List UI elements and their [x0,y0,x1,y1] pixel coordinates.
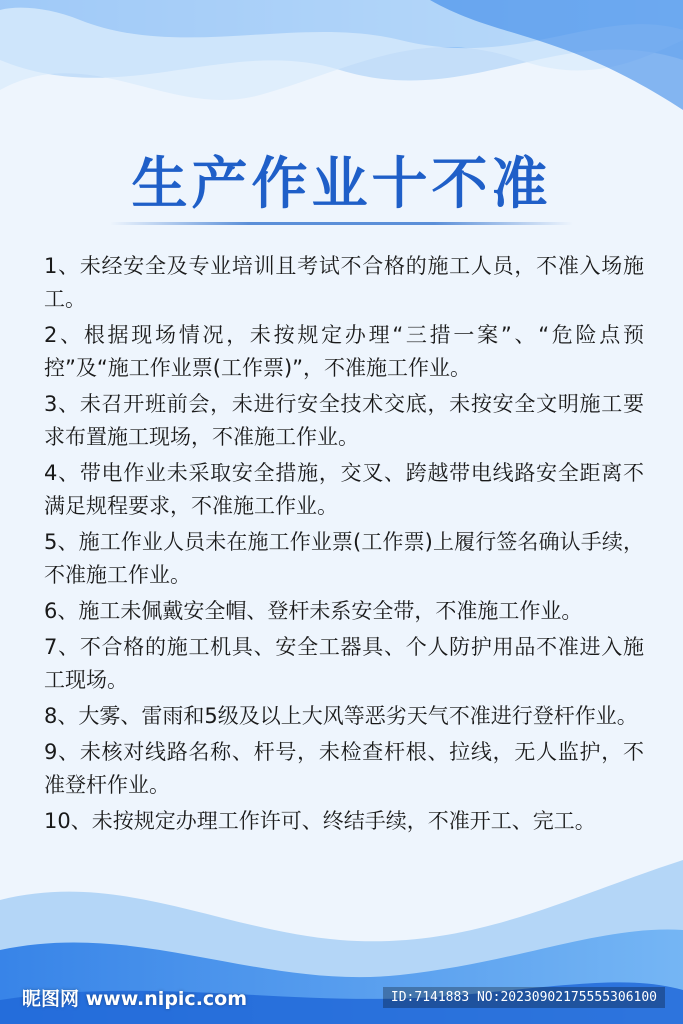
id-watermark: ID:7141883 NO:20230902175555306100 [383,987,665,1008]
rule-item-10: 10、未按规定办理工作许可、终结手续，不准开工、完工。 [44,809,596,833]
rules-list [44,250,644,841]
poster-title: 生产作业十不准 [131,152,552,217]
rule-item-8: 8、大雾、雷雨和5级及以上大风等恶劣天气不准进行登杆作业。 [44,704,638,728]
rule-item-2: 2、根据现场情况，未按规定办理“三措一案”、“危险点预控”及“施工作业票(工作票)”，不准施工作业。 [44,323,644,380]
rule-item-7: 7、不合格的施工机具、安全工器具、个人防护用品不准进入施工现场。 [44,635,644,692]
rule-item-3: 3、未召开班前会，未进行安全技术交底，未按安全文明施工要求布置施工现场，不准施工作业。 [44,392,644,449]
rule-item-9: 9、未核对线路名称、杆号，未检查杆根、拉线，无人监护，不准登杆作业。 [44,740,644,797]
title-divider [110,222,573,225]
rule-item-5: 5、施工作业人员未在施工作业票(工作票)上履行签名确认手续，不准施工作业。 [44,530,644,587]
site-watermark: 昵图网 www.nipic.com [22,988,248,1010]
rule-item-4: 4、带电作业未采取安全措施，交叉、跨越带电线路安全距离不满足规程要求，不准施工作业。 [44,461,644,518]
rule-item-1: 1、未经安全及专业培训且考试不合格的施工人员，不准入场施工。 [44,254,644,311]
rule-item-6: 6、施工未佩戴安全帽、登杆未系安全带，不准施工作业。 [44,599,583,623]
